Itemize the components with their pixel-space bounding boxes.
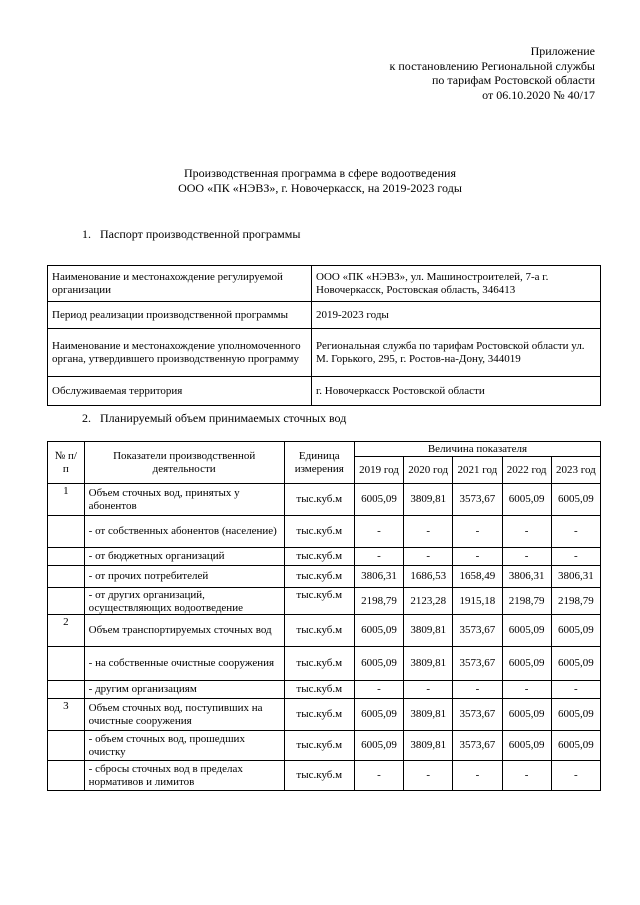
title-line: Производственная программа в сфере водоотведения: [183, 166, 456, 180]
passport-label: Наименование и местонахождение уполномоченного органа, утвердившего производственную программу: [48, 329, 312, 377]
row-indicator: Объем сточных вод, принятых у абонентов: [84, 484, 284, 516]
row-indicator: Объем сточных вод, поступивших на очистные сооружения: [84, 699, 284, 731]
passport-label: Обслуживаемая территория: [48, 377, 312, 406]
row-value: -: [404, 548, 453, 566]
row-unit: тыс.куб.м: [284, 761, 354, 791]
row-value: -: [453, 681, 502, 699]
row-value: 6005,09: [551, 647, 600, 681]
row-value: 6005,09: [354, 699, 403, 731]
table-row: [48, 588, 601, 615]
section-heading: [82, 411, 346, 426]
row-value: 6005,09: [551, 484, 600, 516]
row-value: -: [404, 761, 453, 791]
header-year: 2020 год: [404, 457, 453, 484]
row-value: 3573,67: [453, 615, 502, 647]
table-header-row: [48, 442, 601, 457]
table-row: [48, 566, 601, 588]
row-npp: 3: [48, 699, 85, 731]
volume-table-body: [48, 484, 601, 791]
row-indicator: - от собственных абонентов (население): [84, 516, 284, 548]
row-value: -: [404, 681, 453, 699]
row-indicator: - от прочих потребителей: [84, 566, 284, 588]
row-value: -: [502, 761, 551, 791]
header-indicator: Показатели производственной деятельности: [84, 442, 284, 484]
row-value: 3809,81: [404, 647, 453, 681]
row-value: 6005,09: [354, 615, 403, 647]
row-value: -: [502, 681, 551, 699]
row-npp: [48, 731, 85, 761]
table-row: [48, 484, 601, 516]
row-unit: тыс.куб.м: [284, 588, 354, 615]
row-value: -: [453, 761, 502, 791]
row-value: 1686,53: [404, 566, 453, 588]
table-row: [48, 761, 601, 791]
row-npp: [48, 566, 85, 588]
row-value: 3573,67: [453, 731, 502, 761]
header-year: 2023 год: [551, 457, 600, 484]
row-value: 6005,09: [502, 731, 551, 761]
row-npp: [48, 761, 85, 791]
row-value: 6005,09: [502, 647, 551, 681]
row-value: 3809,81: [404, 731, 453, 761]
table-row: [48, 699, 601, 731]
row-indicator: - другим организациям: [84, 681, 284, 699]
row-value: -: [551, 548, 600, 566]
table-row: [48, 329, 601, 377]
volume-table: [47, 441, 601, 791]
row-value: -: [502, 516, 551, 548]
row-value: 6005,09: [551, 699, 600, 731]
row-value: -: [551, 516, 600, 548]
appendix-line: к постановлению Региональной службы: [389, 58, 595, 73]
row-npp: [48, 588, 85, 615]
row-value: -: [354, 516, 403, 548]
row-value: 2198,79: [354, 588, 403, 615]
row-value: -: [502, 548, 551, 566]
appendix-line: от 06.10.2020 № 40/17: [482, 87, 595, 102]
row-value: -: [551, 761, 600, 791]
row-value: 2123,28: [404, 588, 453, 615]
row-value: 3806,31: [551, 566, 600, 588]
row-npp: [48, 681, 85, 699]
row-npp: [48, 516, 85, 548]
header-npp: № п/п: [48, 442, 85, 484]
header-unit: Единица измерения: [284, 442, 354, 484]
passport-value: ООО «ПК «НЭВЗ», ул. Машиностроителей, 7-а г. Новочеркасск, Ростовская область, 346413: [312, 266, 601, 302]
row-value: 3806,31: [502, 566, 551, 588]
row-unit: тыс.куб.м: [284, 548, 354, 566]
row-value: 2198,79: [551, 588, 600, 615]
table-row: [48, 516, 601, 548]
row-value: 1658,49: [453, 566, 502, 588]
row-value: 3573,67: [453, 484, 502, 516]
table-row: [48, 647, 601, 681]
row-value: -: [354, 548, 403, 566]
row-value: -: [453, 548, 502, 566]
section-number: 1.: [82, 227, 91, 241]
header-year: 2019 год: [354, 457, 403, 484]
passport-value: 2019-2023 годы: [312, 302, 601, 329]
row-value: -: [354, 761, 403, 791]
row-unit: тыс.куб.м: [284, 516, 354, 548]
row-value: -: [404, 516, 453, 548]
row-unit: тыс.куб.м: [284, 566, 354, 588]
row-value: 3806,31: [354, 566, 403, 588]
row-value: 3809,81: [404, 699, 453, 731]
row-indicator: - на собственные очистные сооружения: [84, 647, 284, 681]
passport-value: г. Новочеркасск Ростовской области: [312, 377, 601, 406]
row-value: 1915,18: [453, 588, 502, 615]
row-value: 2198,79: [502, 588, 551, 615]
row-value: 3573,67: [453, 699, 502, 731]
row-indicator: Объем транспортируемых сточных вод: [84, 615, 284, 647]
row-value: -: [551, 681, 600, 699]
row-npp: 1: [48, 484, 85, 516]
row-indicator: - сбросы сточных вод в пределах нормативов и лимитов: [84, 761, 284, 791]
table-row: [48, 302, 601, 329]
row-value: 6005,09: [354, 731, 403, 761]
passport-label: Наименование и местонахождение регулируемой организации: [48, 266, 312, 302]
row-unit: тыс.куб.м: [284, 681, 354, 699]
row-npp: 2: [48, 615, 85, 647]
table-row: [48, 266, 601, 302]
row-value: 3809,81: [404, 615, 453, 647]
passport-table: [47, 265, 601, 406]
row-value: -: [453, 516, 502, 548]
table-row: [48, 548, 601, 566]
row-value: 3809,81: [404, 484, 453, 516]
row-value: -: [354, 681, 403, 699]
section-heading: [82, 227, 300, 242]
row-unit: тыс.куб.м: [284, 647, 354, 681]
title-line: ООО «ПК «НЭВЗ», г. Новочеркасск, на 2019-2023 годы: [178, 181, 462, 195]
table-row: [48, 731, 601, 761]
table-row: [48, 681, 601, 699]
appendix-header: [390, 44, 595, 102]
row-unit: тыс.куб.м: [284, 699, 354, 731]
row-unit: тыс.куб.м: [284, 615, 354, 647]
row-value: 6005,09: [502, 615, 551, 647]
row-unit: тыс.куб.м: [284, 731, 354, 761]
header-value-group: Величина показателя: [354, 442, 600, 457]
row-indicator: - объем сточных вод, прошедших очистку: [84, 731, 284, 761]
row-npp: [48, 647, 85, 681]
row-value: 6005,09: [502, 484, 551, 516]
row-value: 6005,09: [354, 647, 403, 681]
row-value: 6005,09: [551, 731, 600, 761]
section-number: 2.: [82, 411, 91, 425]
appendix-line: по тарифам Ростовской области: [431, 73, 595, 87]
section-title: Паспорт производственной программы: [100, 227, 301, 241]
table-row: [48, 377, 601, 406]
passport-value: Региональная служба по тарифам Ростовской области ул. М. Горького, 295, г. Ростов-на-Дону, 344019: [312, 329, 601, 377]
appendix-line: Приложение: [530, 44, 595, 58]
table-row: [48, 615, 601, 647]
row-value: 3573,67: [453, 647, 502, 681]
header-year: 2022 год: [502, 457, 551, 484]
section-title: Планируемый объем принимаемых сточных вод: [100, 411, 347, 425]
row-value: 6005,09: [354, 484, 403, 516]
document-title: [0, 166, 640, 196]
passport-label: Период реализации производственной программы: [48, 302, 312, 329]
row-value: 6005,09: [551, 615, 600, 647]
row-value: 6005,09: [502, 699, 551, 731]
row-indicator: - от бюджетных организаций: [84, 548, 284, 566]
row-unit: тыс.куб.м: [284, 484, 354, 516]
row-npp: [48, 548, 85, 566]
row-indicator: - от других организаций, осуществляющих водоотведение: [84, 588, 284, 615]
header-year: 2021 год: [453, 457, 502, 484]
